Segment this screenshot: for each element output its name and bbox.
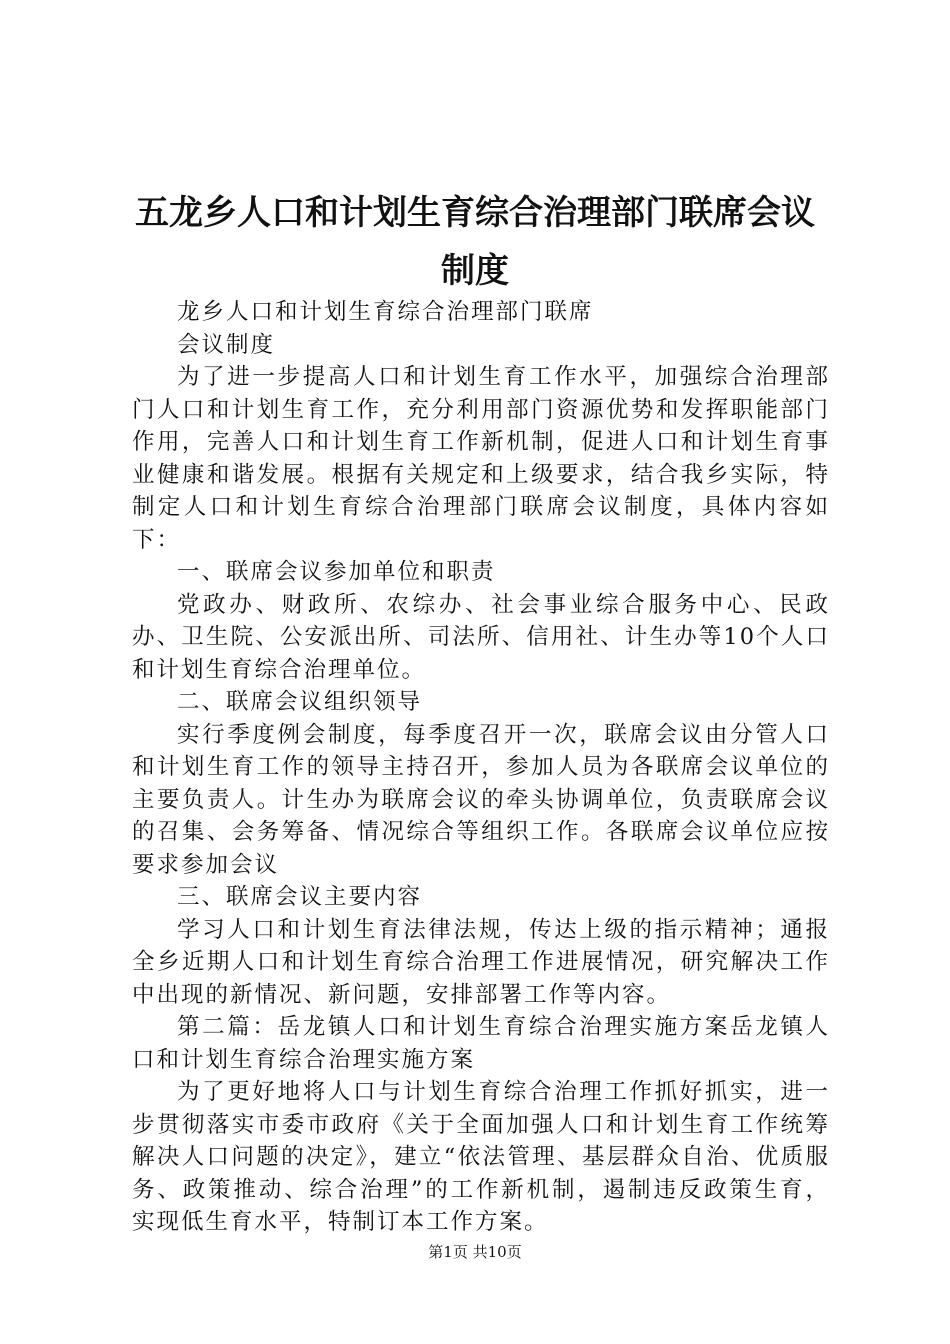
paragraph: 实行季度例会制度，每季度召开一次，联席会议由分管人口和计划生育工作的领导主持召开，参加人员为各联席会议单位的主要负责人。计生办为联席会议的牵头协调单位，负责联席会议的召集、会务筹备、情况综合等组织工作。各联席会议单位应按要求参加会议 — [132, 721, 830, 878]
document-title: 五龙乡人口和计划生育综合治理部门联席会议制度 — [135, 193, 815, 291]
page-number-footer: 第1页 共10页 — [428, 1243, 522, 1261]
document-body — [132, 296, 830, 1239]
paragraph: 龙乡人口和计划生育综合治理部门联席 — [177, 299, 594, 325]
paragraph: 为了进一步提高人口和计划生育工作水平，加强综合治理部门人口和计划生育工作，充分利用部门资源优势和发挥职能部门作用，完善人口和计划生育工作新机制，促进人口和计划生育事业健康和谐发展。根据有关规定和上级要求，结合我乡实际，特制定人口和计划生育综合治理部门联席会议制度，具体内容如下： — [132, 364, 830, 553]
section-heading: 三、联席会议主要内容 — [177, 884, 423, 910]
section-heading: 二、联席会议组织领导 — [177, 689, 423, 715]
paragraph: 学习人口和计划生育法律法规，传达上级的指示精神；通报全乡近期人口和计划生育综合治理工作进展情况，研究解决工作中出现的新情况、新问题，安排部署工作等内容。 — [132, 916, 830, 1008]
section-heading: 一、联席会议参加单位和职责 — [177, 559, 496, 585]
paragraph: 第二篇：岳龙镇人口和计划生育综合治理实施方案岳龙镇人口和计划生育综合治理实施方案 — [132, 1014, 830, 1073]
paragraph: 为了更好地将人口与计划生育综合治理工作抓好抓实，进一步贯彻落实市委市政府《关于全面加强人口和计划生育工作统筹解决人口问题的决定》，建立“依法管理、基层群众自治、优质服务、政策推动、综合治理”的工作新机制，遏制违反政策生育，实现低生育水平，特制订本工作方案。 — [132, 1079, 830, 1235]
paragraph: 党政办、财政所、农综办、社会事业综合服务中心、民政办、卫生院、公安派出所、司法所、信用社、计生办等10个人口和计划生育综合治理单位。 — [132, 591, 830, 683]
paragraph: 会议制度 — [177, 331, 276, 358]
